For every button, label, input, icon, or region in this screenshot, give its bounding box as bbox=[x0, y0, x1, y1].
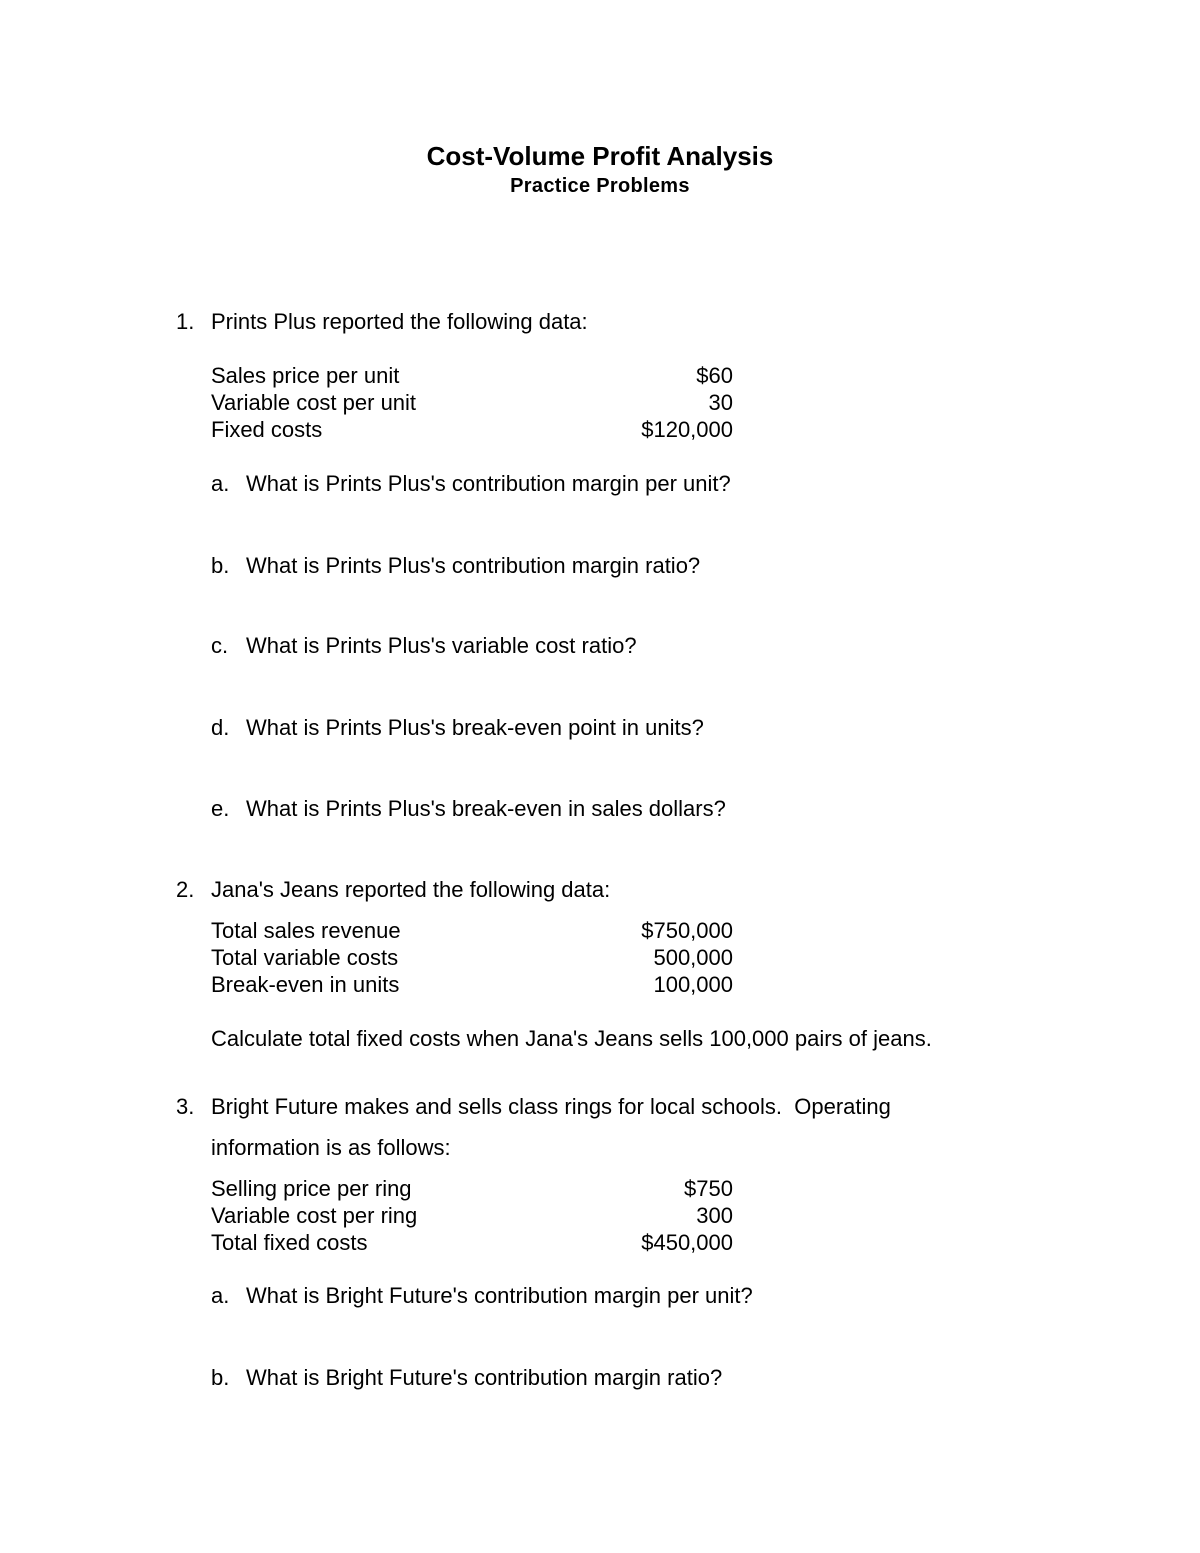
data-value: $750,000 bbox=[641, 918, 733, 943]
question-letter: b. bbox=[211, 1365, 230, 1390]
data-label: Variable cost per ring bbox=[211, 1203, 418, 1228]
data-value: 100,000 bbox=[653, 972, 733, 997]
question-text: What is Bright Future's contribution margin per unit? bbox=[246, 1283, 753, 1308]
problem-number: 1. bbox=[176, 309, 195, 334]
question-letter: e. bbox=[211, 796, 230, 821]
problem-intro-line-2: information is as follows: bbox=[211, 1135, 451, 1160]
question-text: What is Prints Plus's break-even in sales dollars? bbox=[246, 796, 726, 821]
data-value: 30 bbox=[708, 390, 733, 415]
question-text: What is Prints Plus's contribution margin per unit? bbox=[246, 471, 731, 496]
problem-intro: Prints Plus reported the following data: bbox=[211, 309, 588, 334]
problem-intro: Jana's Jeans reported the following data: bbox=[211, 877, 611, 902]
data-label: Total fixed costs bbox=[211, 1230, 368, 1255]
question-letter: b. bbox=[211, 553, 230, 578]
data-label: Variable cost per unit bbox=[211, 390, 417, 415]
data-label: Total variable costs bbox=[211, 945, 399, 970]
data-label: Sales price per unit bbox=[211, 363, 400, 388]
page-title: Cost-Volume Profit Analysis bbox=[426, 141, 774, 171]
data-value: 500,000 bbox=[653, 945, 733, 970]
problem-number: 3. bbox=[176, 1094, 195, 1119]
question-text: What is Prints Plus's variable cost ratio? bbox=[246, 633, 637, 658]
question-text: What is Prints Plus's break-even point in units? bbox=[246, 715, 704, 740]
data-label: Total sales revenue bbox=[211, 918, 401, 943]
problem-intro-line-1: Bright Future makes and sells class rings for local schools. Operating bbox=[211, 1094, 891, 1119]
data-value: 300 bbox=[696, 1203, 733, 1228]
question-letter: a. bbox=[211, 1283, 230, 1308]
data-label: Selling price per ring bbox=[211, 1176, 412, 1201]
data-value: $60 bbox=[696, 363, 733, 388]
data-label: Break-even in units bbox=[211, 972, 400, 997]
problem-instruction: Calculate total fixed costs when Jana's Jeans sells 100,000 pairs of jeans. bbox=[211, 1026, 932, 1051]
question-letter: a. bbox=[211, 471, 230, 496]
data-label: Fixed costs bbox=[211, 417, 323, 442]
question-text: What is Prints Plus's contribution margin ratio? bbox=[246, 553, 701, 578]
data-value: $450,000 bbox=[641, 1230, 733, 1255]
page-subtitle: Practice Problems bbox=[510, 175, 690, 197]
question-text: What is Bright Future's contribution margin ratio? bbox=[246, 1365, 723, 1390]
data-value: $750 bbox=[684, 1176, 733, 1201]
problem-number: 2. bbox=[176, 877, 195, 902]
question-letter: d. bbox=[211, 715, 230, 740]
data-value: $120,000 bbox=[641, 417, 733, 442]
question-letter: c. bbox=[211, 633, 229, 658]
